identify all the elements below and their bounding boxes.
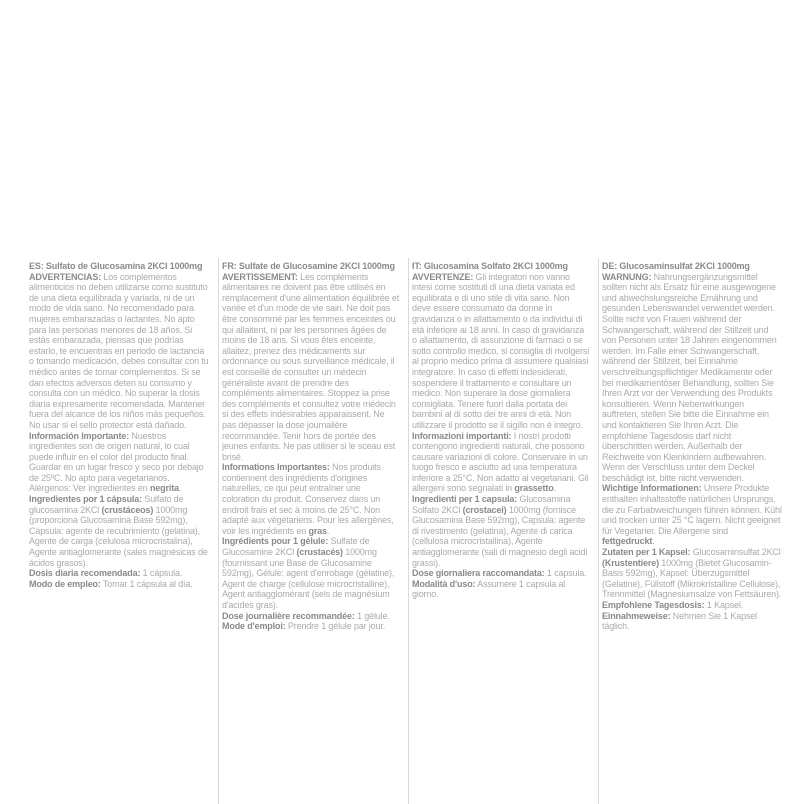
it-ingredients-b: 1000mg (fornisce Glucosamina Base 592mg), Capsula: agente di rivestimento (gelatina), Agente di carica (cellulosa microcristallina), Agente antiagglomerante (sali di magnesio degli acidi grassi).	[412, 504, 588, 568]
de-warning-block	[602, 272, 782, 484]
de-dose-block	[602, 600, 782, 611]
es-warning-block	[29, 272, 210, 431]
de-mode-block	[602, 611, 782, 632]
column-it	[408, 258, 598, 804]
fr-ingredients-block	[222, 536, 400, 610]
es-title-block	[29, 261, 210, 272]
de-mode-text: Nehmen Sie 1 Kapsel täglich.	[602, 610, 757, 632]
es-info-text: Nuestros ingredientes son de origen natural, lo cual puede influir en el color del producto final. Guardar en un lugar fresco y seco por debajo de 25ºC. No apto para vegetarianos. Alérgenos: Ver ingredientes en	[29, 430, 204, 494]
es-dose-block	[29, 568, 210, 579]
column-es	[28, 258, 218, 804]
it-title-block	[412, 261, 590, 272]
it-info-label: Informazioni importanti:	[412, 430, 512, 441]
de-ingredients-label: Zutaten per 1 Kapsel:	[602, 547, 691, 558]
es-info-end: .	[178, 483, 182, 494]
it-ingredients-allergen: (crostacei)	[462, 504, 507, 515]
it-info-end: .	[553, 483, 556, 494]
es-warning-label: ADVERTENCIAS:	[29, 271, 102, 282]
fr-info-end: .	[326, 525, 330, 536]
es-warning-text: Los complementos alimenticios no deben utilizarse como sustituto de una dieta equilibrada y variada, ni de un modo de vida sano. No recomendado para mujeres embarazadas o lactantes. No apto para las personas menores de 18 años. Si estás embarazada, piensas que podrías estarlo, te encuentras en periodo de lactancia o tomando medicación, debes consultar con tu médico antes de tomar complementos. Si se dan efectos adversos deten su consumo y consulta con un médico. No superar la dosis diaria expresamente recomendada. Mantener fuera del alcance de los niños más pequeños. No usar si el sello protector está dañado.	[29, 271, 209, 430]
de-dose-text: 1 Kapsel.	[706, 600, 744, 610]
fr-warning-text: Les compléments alimentaires ne doivent pas être utilisés en remplacement d'une alimentation équilibrée et variée et d'un mode de vie sain. Ne doit pas être consommé par les femmes enceintes ou qui allaitent, ni par les personnes âgées de moins de 18 ans. Si vous êtes enceinte, allaitez, prenez des médicaments sur ordonnance ou sous surveillance médicale, il est conseillé de consulter un médecin généraliste avant de prendre des compléments alimentaires. Stoppez la prise des compléments et consultez votre médecin si des effets indésirables apparaissent. Ne pas dépasser la dose journalière recommandée. Tenir hors de portée des jeunes enfants. Ne pas utiliser si le sceau est brisé.	[222, 271, 400, 462]
es-dose-text: 1 cápsula.	[142, 568, 183, 579]
it-ingredients-block	[412, 494, 590, 568]
de-title: DE: Glucosaminsulfat 2KCl 1000mg	[602, 261, 750, 271]
de-info-end: .	[652, 536, 655, 547]
it-mode-text: Assumere 1 capsula al giorno.	[412, 578, 566, 600]
it-ingredients-label: Ingredienti per 1 capsula:	[412, 494, 518, 505]
fr-title-block	[222, 261, 400, 272]
it-info-block	[412, 431, 590, 495]
fr-dose-text: 1 gélule.	[357, 610, 390, 621]
es-info-block	[29, 431, 210, 495]
de-dose-label: Empfohlene Tagesdosis:	[602, 600, 705, 610]
de-mode-label: Einnahmeweise:	[602, 610, 671, 621]
es-dose-label: Dosis diaria recomendada:	[29, 568, 141, 579]
es-ingredients-b: 1000mg (proporciona Glucosamina Base 592mg), Cápsula: agente de recubrimiento (gelatina), Agente de carga (celulosa microcristalina), Agente antiaglomerante (sales magnésicas de ácidos grasos).	[29, 504, 208, 568]
it-dose-text: 1 capsula.	[546, 568, 587, 579]
fr-info-text: Nos produits contiennent des ingrédients d'origines naturelles, ce qui peut entraîner une coloration du produit. Conservez dans un endroit frais et sec à moins de 25°C. Non adapté aux végétariens. Pour les allergènes, voir les ingrédients en	[222, 462, 394, 536]
fr-mode-label: Mode d'emploi:	[222, 621, 286, 632]
de-ingredients-block	[602, 547, 782, 600]
es-ingredients-label: Ingredientes por 1 cápsula:	[29, 494, 142, 505]
es-info-label: Información Importante:	[29, 430, 130, 441]
es-ingredients-a: Sulfato de glucosamina 2KCl	[29, 494, 184, 515]
es-ingredients-block	[29, 494, 210, 568]
de-title-block	[602, 261, 782, 272]
it-dose-label: Dose giornaliera raccomandata:	[412, 568, 545, 579]
fr-mode-block	[222, 621, 400, 632]
de-ingredients-allergen: (Krustentiere)	[602, 557, 659, 568]
es-mode-block	[29, 579, 210, 590]
es-info-highlight: negrita	[149, 483, 179, 494]
it-dose-block	[412, 568, 590, 579]
fr-ingredients-a: Sulfate de Glucosamine 2KCl	[222, 536, 370, 558]
es-ingredients-allergen: (crustáceos)	[101, 504, 154, 515]
es-mode-text: Tomar 1 cápsula al día.	[102, 578, 193, 589]
it-title: IT: Glucosamina Solfato 2KCl 1000mg	[412, 261, 568, 271]
it-warning-label: AVVERTENZE:	[412, 271, 474, 282]
es-title: ES: Sulfato de Glucosamina 2KCl 1000mg	[29, 261, 203, 271]
fr-info-block	[222, 462, 400, 536]
column-fr	[218, 258, 408, 804]
de-info-block	[602, 483, 782, 547]
de-ingredients-a: Glucosaminsulfat 2KCl	[692, 547, 781, 558]
it-mode-block	[412, 579, 590, 600]
fr-ingredients-allergen: (crustacés)	[296, 547, 343, 558]
fr-dose-label: Dose journalière recommandée:	[222, 610, 355, 621]
it-warning-block	[412, 272, 590, 431]
de-ingredients-b: 1000mg (Bietet Glucosamin-Basis 592mg), Kapsel: Überzugsmittel (Gelatine), Füllstoff (Mikrokristalline Cellulose), Trennmittel (Magnesiumsalze von Fettsäuren).	[602, 557, 782, 600]
column-de	[598, 258, 790, 804]
fr-warning-block	[222, 272, 400, 463]
fr-ingredients-label: Ingrédients pour 1 gélule:	[222, 536, 329, 547]
fr-ingredients-b: 1000mg (fournissant une Base de Glucosamine 592mg), Gélule: agent d'enrobage (gélatine), Agent de charge (cellulose microcristalline), Agent antiagglomérant (sels de magnésium d'acides gras).	[222, 547, 395, 610]
fr-info-highlight: gras	[308, 525, 327, 536]
it-warning-text: Gli integratori non vanno intesi come sostituti di una dieta variata ed equilibrata e di uno stile di vita sano. Non deve essere consumato da donne in gravidanza o in allattamento o da individui di età inferiore ai 18 anni. In caso di gravidanza o allattamento, di assunzione di farmaci o se sotto controllo medico, si consiglia di rivolgersi al proprio medico prima di assumere qualsiasi integratore. In caso di effetti indesiderati, sospendere il trattamento e consultare un medico. Non superare la dose giornaliera consigliata. Tenere fuori dalla portata dei bambini al di sotto dei tre anni di età. Non utilizzare il prodotto se il sigillo non è integro.	[412, 271, 590, 430]
language-columns	[28, 258, 800, 804]
fr-warning-label: AVERTISSEMENT:	[222, 271, 298, 282]
fr-title: FR: Sulfate de Glucosamine 2KCl 1000mg	[222, 261, 395, 271]
de-warning-text: Nahrungsergänzungsmittel sollten nicht als Ersatz für eine ausgewogene und abwechslungsreiche Ernährung und gesunden Lebenswandel verwendet werden. Sollte nicht von Frauen während der Schwangerschaft, während der Stillzeit und von Personen unter 18 Jahren eingenommen werden. Im Falle einer Schwangerschaft, während der Stillzeit, bei Einnahme verschreibungspflichtiger Medikamente oder bei medikamentöser Behandlung, sollten Sie Ihren Arzt vor der Verwendung des Produkts konsultieren. Wenn Nebenwirkungen auftreten, stellen Sie bitte die Einnahme ein und kontaktieren Sie Ihren Arzt. Die empfohlene Tagesdosis darf nicht überschritten werden. Außerhalb der Reichweite von Kleinkindern aufbewahren. Wenn der Verschluss unter dem Deckel beschädigt ist, bitte nicht verwenden.	[602, 271, 777, 483]
it-info-text: I nostri prodotti contengono ingredienti naturali, che possono causare variazioni di colore. Conservare in un luogo fresco e asciutto ad una temperatura inferiore a 25°C. Non adatto ai vegetariani. Gli allergeni sono segnalati in	[412, 430, 589, 494]
it-info-highlight: grassetto	[514, 483, 554, 494]
de-info-text: Unsere Produkte enthalten inhaltsstoffe natürlichen Ursprungs, die zu Farbabweichungen führen können. Kühl und trocken unter 25 °C lagern. Nicht geeignet für Vegetarier. Die Allergene sind	[602, 483, 782, 536]
de-info-label: Wichtige Informationen:	[602, 483, 702, 494]
es-mode-label: Modo de empleo:	[29, 578, 101, 589]
de-warning-label: WARNUNG:	[602, 271, 652, 282]
de-info-highlight: fettgedruckt	[602, 536, 653, 547]
it-ingredients-a: Glucosamina Solfato 2KCl	[412, 494, 571, 515]
it-mode-label: Modalità d'uso:	[412, 578, 476, 589]
fr-mode-text: Prendre 1 gélule par jour.	[287, 621, 386, 632]
fr-dose-block	[222, 611, 400, 622]
fr-info-label: Informations Importantes:	[222, 462, 330, 473]
